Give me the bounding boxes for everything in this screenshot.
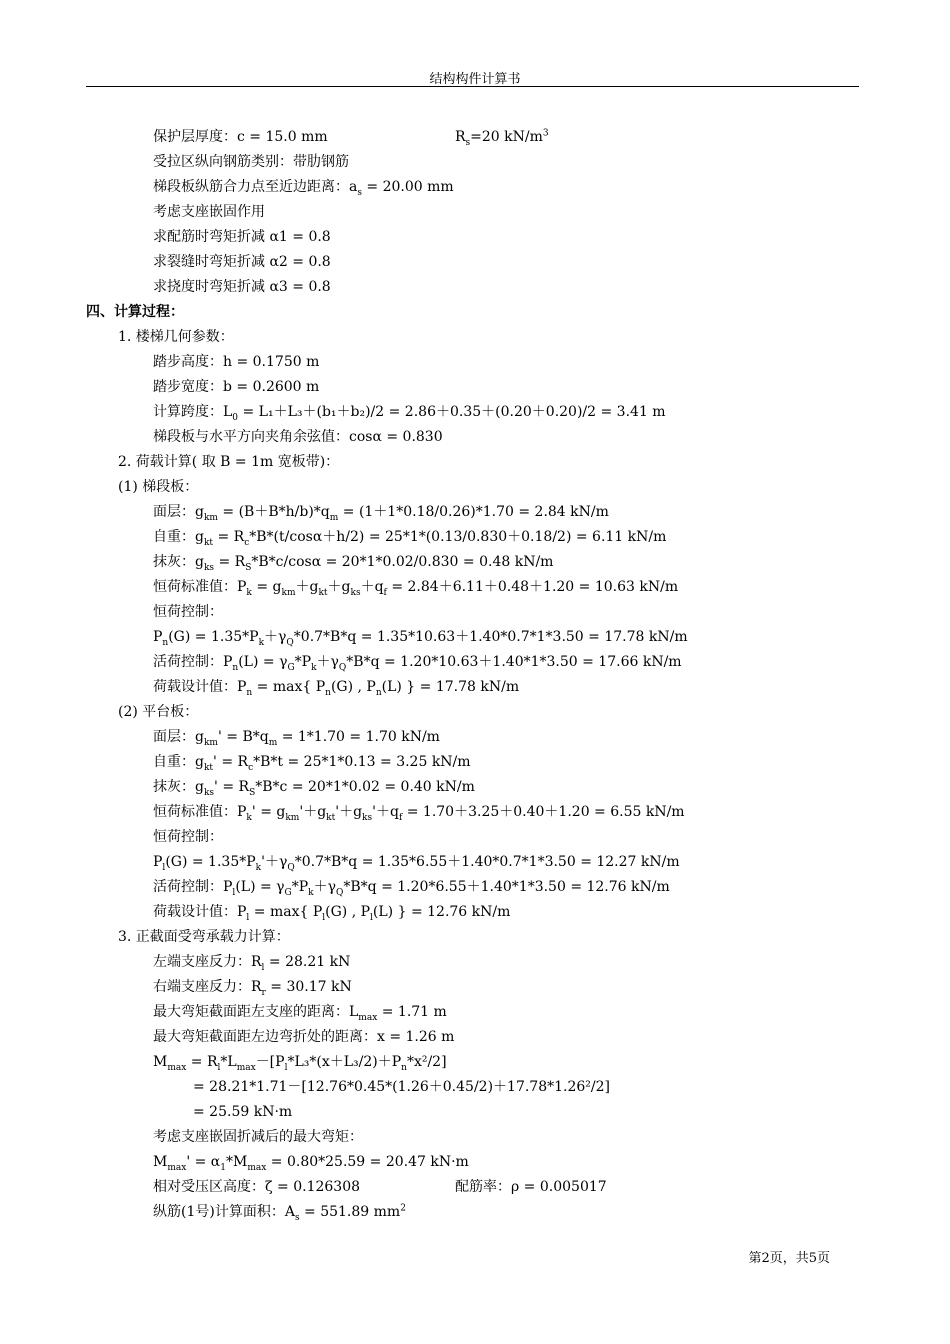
text-run: *B*(t/cosα＋h/2) = 25*1*(0.13/0.830＋0.18/2) = 6.11 kN/m bbox=[249, 529, 667, 545]
subscript: n bbox=[232, 662, 239, 673]
text-run: 活荷控制：P bbox=[153, 879, 233, 895]
text-run: 恒荷标准值：P bbox=[153, 804, 247, 820]
subscript: l bbox=[261, 962, 265, 973]
text-line bbox=[153, 752, 471, 772]
text-run: 活荷控制：P bbox=[153, 654, 233, 670]
subscript: l bbox=[162, 862, 166, 873]
text-run: (L) = γ bbox=[235, 879, 285, 895]
text-run: = 20.00 mm bbox=[361, 179, 454, 195]
text-run: (G) = 1.35*P bbox=[168, 629, 259, 645]
text-line bbox=[153, 777, 475, 797]
text-run: *0.7*B*q = 1.35*10.63＋1.40*0.7*1*3.50 = 17.78 kN/m bbox=[293, 629, 688, 645]
text-line bbox=[153, 1002, 447, 1022]
text-run: (L) } = 12.76 kN/m bbox=[372, 904, 511, 920]
text-line bbox=[153, 977, 352, 997]
text-run: 1. 楼梯几何参数： bbox=[118, 329, 234, 345]
text-run: *B*q = 1.20*10.63＋1.40*1*3.50 = 17.66 kN/m bbox=[346, 654, 682, 670]
text-line bbox=[153, 502, 609, 522]
text-line bbox=[118, 477, 198, 497]
text-line bbox=[153, 152, 349, 172]
subscript: Q bbox=[287, 862, 295, 873]
subscript: max bbox=[167, 1162, 187, 1173]
subscript: n bbox=[162, 637, 169, 648]
text-run: *B*c = 20*1*0.02 = 0.40 kN/m bbox=[255, 779, 475, 795]
text-run: 踏步宽度：b = 0.2600 m bbox=[153, 379, 320, 395]
subscript: n bbox=[246, 687, 253, 698]
text-run: 恒荷控制： bbox=[153, 604, 223, 620]
text-run: ＋γ bbox=[264, 629, 287, 645]
subscript: n bbox=[375, 687, 382, 698]
text-line bbox=[153, 1152, 469, 1172]
subscript: l bbox=[322, 912, 326, 923]
text-run: 自重：g bbox=[153, 529, 204, 545]
text-run: '＋g bbox=[335, 804, 363, 820]
text-line bbox=[153, 377, 319, 397]
text-run: 求配筋时弯矩折减 α1 = 0.8 bbox=[153, 229, 331, 245]
subscript: kt bbox=[203, 537, 214, 548]
text-run: *L₃*(x＋L₃/2)＋P bbox=[287, 1054, 402, 1070]
text-run: *B*q = 1.20*6.55＋1.40*1*3.50 = 12.76 kN/m bbox=[343, 879, 670, 895]
subscript: f bbox=[398, 812, 403, 823]
text-run: = 1.71 m bbox=[377, 1004, 447, 1020]
text-run: 自重：g bbox=[153, 754, 204, 770]
subscript: km bbox=[203, 737, 218, 748]
text-run: *P bbox=[291, 879, 309, 895]
text-run: 荷载设计值：P bbox=[153, 904, 247, 920]
text-run: P bbox=[153, 629, 163, 645]
subscript: k bbox=[246, 587, 252, 598]
text-line bbox=[153, 802, 685, 822]
subscript: l bbox=[246, 912, 250, 923]
text-line bbox=[153, 352, 319, 372]
text-run: ' = α bbox=[186, 1154, 221, 1170]
text-line bbox=[153, 1052, 447, 1072]
text-run: = max{ P bbox=[252, 679, 326, 695]
subscript: kt bbox=[318, 587, 328, 598]
subscript: kt bbox=[326, 812, 336, 823]
text-line bbox=[153, 727, 440, 747]
text-run: = 1.70＋3.25＋0.40＋1.20 = 6.55 kN/m bbox=[402, 804, 685, 820]
text-run: 3. 正截面受弯承载力计算： bbox=[118, 929, 290, 945]
subscript: G bbox=[287, 662, 295, 673]
subscript: km bbox=[203, 512, 218, 523]
text-run: (G) , P bbox=[325, 904, 371, 920]
text-run: = R bbox=[214, 554, 246, 570]
text-run: ' = g bbox=[251, 804, 286, 820]
text-run: 受拉区纵向钢筋类别：带肋钢筋 bbox=[153, 154, 349, 170]
text-run: = 25.59 kN·m bbox=[193, 1104, 293, 1120]
subscript: k bbox=[311, 662, 317, 673]
text-run: = (1＋1*0.18/0.26)*1.70 = 2.84 kN/m bbox=[338, 504, 609, 520]
text-run: '＋q bbox=[372, 804, 399, 820]
text-line bbox=[153, 1027, 454, 1047]
text-run: 梯段板与水平方向夹角余弦值：cosα = 0.830 bbox=[153, 429, 443, 445]
subscript: km bbox=[285, 812, 300, 823]
subscript: Q bbox=[336, 887, 344, 898]
subscript: n bbox=[325, 687, 331, 698]
text-run: = g bbox=[251, 579, 282, 595]
text-run: '＋g bbox=[299, 804, 327, 820]
text-line bbox=[153, 1202, 406, 1222]
subscript: 1 bbox=[220, 1162, 226, 1173]
text-run: 求挠度时弯矩折减 α3 = 0.8 bbox=[153, 279, 331, 295]
subscript: l bbox=[217, 1062, 221, 1073]
subscript: k bbox=[258, 637, 265, 648]
subscript: ks bbox=[203, 787, 215, 798]
text-run: (L) } = 17.78 kN/m bbox=[381, 679, 520, 695]
text-run: 四、计算过程： bbox=[86, 304, 184, 320]
text-run: 抹灰：g bbox=[153, 554, 204, 570]
text-line bbox=[153, 427, 443, 447]
text-line bbox=[153, 627, 688, 647]
text-run: 梯段板纵筋合力点至近边距离：a bbox=[153, 179, 358, 195]
text-run: = max{ P bbox=[249, 904, 323, 920]
text-run: '＋γ bbox=[261, 854, 288, 870]
text-run: = 551.89 mm bbox=[299, 1204, 401, 1220]
text-run: 右端支座反力：R bbox=[153, 979, 262, 995]
subscript: S bbox=[249, 787, 256, 798]
text-line-second-column bbox=[455, 1177, 607, 1197]
page-number: 第2页，共5页 bbox=[748, 1251, 830, 1266]
text-run: P bbox=[153, 854, 163, 870]
text-run: 恒荷控制： bbox=[153, 829, 223, 845]
text-line bbox=[193, 1102, 292, 1122]
text-run: *M bbox=[226, 1154, 248, 1170]
text-line-second-column bbox=[455, 127, 549, 147]
text-run: －[P bbox=[255, 1054, 285, 1070]
text-run: 考虑支座嵌固折减后的最大弯矩： bbox=[153, 1129, 363, 1145]
subscript: l bbox=[370, 912, 373, 923]
text-run: 纵筋(1号)计算面积：A bbox=[153, 1204, 295, 1220]
text-run: = L₁＋L₃＋(b₁＋b₂)/2 = 2.86＋0.35＋(0.20＋0.20)/2 = 3.41 m bbox=[238, 404, 666, 420]
subscript: max bbox=[236, 1062, 256, 1073]
subscript: m bbox=[329, 512, 339, 523]
text-run: = 2.84＋6.11＋0.48＋1.20 = 10.63 kN/m bbox=[386, 579, 679, 595]
text-run: 抹灰：g bbox=[153, 779, 204, 795]
text-run: ＋γ bbox=[316, 654, 339, 670]
subscript: f bbox=[383, 587, 387, 598]
text-line bbox=[153, 202, 265, 222]
text-line bbox=[153, 552, 553, 572]
text-line bbox=[153, 177, 454, 197]
subscript: c bbox=[248, 762, 254, 773]
text-run: 面层：g bbox=[153, 729, 204, 745]
text-run: 求裂缝时弯矩折减 α2 = 0.8 bbox=[153, 254, 331, 270]
text-line bbox=[153, 577, 678, 597]
text-line bbox=[153, 877, 670, 897]
text-line bbox=[118, 327, 234, 347]
text-run: ＋g bbox=[295, 579, 319, 595]
text-line bbox=[153, 677, 519, 697]
subscript: max bbox=[167, 1062, 187, 1073]
text-line bbox=[153, 852, 680, 872]
text-line bbox=[153, 902, 510, 922]
text-run: 恒荷标准值：P bbox=[153, 579, 247, 595]
subscript: s bbox=[357, 187, 362, 198]
subscript: S bbox=[245, 562, 252, 573]
header-rule bbox=[86, 86, 859, 87]
text-run: =20 kN/m bbox=[470, 129, 543, 145]
text-run: 考虑支座嵌固作用 bbox=[153, 204, 265, 220]
text-run: *L bbox=[220, 1054, 237, 1070]
text-line bbox=[153, 252, 331, 272]
subscript: l bbox=[232, 887, 236, 898]
text-run: 配筋率：ρ = 0.005017 bbox=[455, 1179, 607, 1195]
text-line bbox=[153, 652, 682, 672]
subscript: ks bbox=[362, 812, 373, 823]
text-line bbox=[153, 602, 223, 622]
text-run: = R bbox=[213, 529, 245, 545]
subscript: ks bbox=[203, 562, 215, 573]
text-line bbox=[153, 277, 331, 297]
text-run: 保护层厚度：c = 15.0 mm bbox=[153, 129, 328, 145]
text-run: ' = R bbox=[214, 779, 250, 795]
text-line bbox=[153, 527, 666, 547]
subscript: k bbox=[308, 887, 314, 898]
text-run: (2) 平台板： bbox=[118, 704, 199, 720]
subscript: ks bbox=[350, 587, 361, 598]
text-line bbox=[153, 952, 350, 972]
subscript: r bbox=[261, 987, 266, 998]
text-run: = 28.21*1.71－[12.76*0.45*(1.26＋0.45/2)＋17.78*1.26²/2] bbox=[193, 1079, 610, 1095]
subscript: max bbox=[358, 1012, 378, 1023]
page-header-title: 结构构件计算书 bbox=[429, 72, 521, 87]
subscript: n bbox=[401, 1062, 407, 1073]
subscript: kt bbox=[203, 762, 214, 773]
text-line bbox=[153, 402, 666, 422]
text-run: = 30.17 kN bbox=[265, 979, 352, 995]
subscript: G bbox=[284, 887, 292, 898]
text-run: ' = R bbox=[213, 754, 249, 770]
text-run: ＋g bbox=[327, 579, 351, 595]
subscript: s bbox=[465, 137, 471, 148]
text-run: *B*c/cosα = 20*1*0.02/0.830 = 0.48 kN/m bbox=[251, 554, 554, 570]
subscript: Q bbox=[338, 662, 347, 673]
text-run: ＋q bbox=[360, 579, 384, 595]
text-run: (1) 梯段板： bbox=[118, 479, 199, 495]
text-run: (L) = γ bbox=[238, 654, 288, 670]
text-line bbox=[118, 702, 198, 722]
text-run: M bbox=[153, 1154, 168, 1170]
text-run: 计算跨度：L bbox=[153, 404, 233, 420]
text-run: *B*t = 25*1*0.13 = 3.25 kN/m bbox=[253, 754, 471, 770]
text-run: = R bbox=[186, 1054, 218, 1070]
text-line bbox=[153, 227, 331, 247]
text-line bbox=[118, 452, 339, 472]
text-run: 左端支座反力：R bbox=[153, 954, 262, 970]
subscript: c bbox=[244, 537, 250, 548]
text-run: 最大弯矩截面距左边弯折处的距离：x = 1.26 m bbox=[153, 1029, 455, 1045]
text-run: *0.7*B*q = 1.35*6.55＋1.40*0.7*1*3.50 = 12.27 kN/m bbox=[294, 854, 680, 870]
superscript: 2 bbox=[400, 1203, 406, 1214]
subscript: m bbox=[268, 737, 278, 748]
text-run: = (B＋B*h/b)*q bbox=[217, 504, 330, 520]
text-run: = 0.80*25.59 = 20.47 kN·m bbox=[266, 1154, 469, 1170]
text-line bbox=[193, 1077, 610, 1097]
subscript: k bbox=[255, 862, 262, 873]
subscript: km bbox=[281, 587, 296, 598]
text-run: 相对受压区高度：ζ = 0.126308 bbox=[153, 1179, 361, 1195]
text-run: 面层：g bbox=[153, 504, 204, 520]
text-run: *P bbox=[294, 654, 312, 670]
text-run: ' = B*q bbox=[217, 729, 269, 745]
text-line bbox=[153, 1177, 360, 1197]
text-run: ＋γ bbox=[313, 879, 336, 895]
subscript: max bbox=[247, 1162, 267, 1173]
subscript: Q bbox=[286, 637, 294, 648]
superscript: 3 bbox=[542, 128, 549, 139]
text-line bbox=[86, 302, 184, 322]
text-run: M bbox=[153, 1054, 168, 1070]
text-run: 踏步高度：h = 0.1750 m bbox=[153, 354, 320, 370]
subscript: s bbox=[294, 1212, 300, 1223]
text-line bbox=[153, 127, 328, 147]
text-run: (G) , P bbox=[330, 679, 376, 695]
subscript: k bbox=[246, 812, 252, 823]
text-run: (G) = 1.35*P bbox=[165, 854, 256, 870]
subscript: l bbox=[284, 1062, 288, 1073]
text-line bbox=[153, 1127, 363, 1147]
text-line bbox=[153, 827, 223, 847]
text-run: *x²/2] bbox=[406, 1054, 447, 1070]
text-run: 2. 荷载计算( 取 B = 1m 宽板带)： bbox=[118, 454, 340, 470]
subscript: 0 bbox=[232, 412, 239, 423]
text-run: = 28.21 kN bbox=[264, 954, 351, 970]
text-line bbox=[118, 927, 290, 947]
text-run: 荷载设计值：P bbox=[153, 679, 247, 695]
text-run: = 1*1.70 = 1.70 kN/m bbox=[277, 729, 440, 745]
text-run: R bbox=[455, 129, 466, 145]
text-run: 最大弯矩截面距左支座的距离：L bbox=[153, 1004, 359, 1020]
